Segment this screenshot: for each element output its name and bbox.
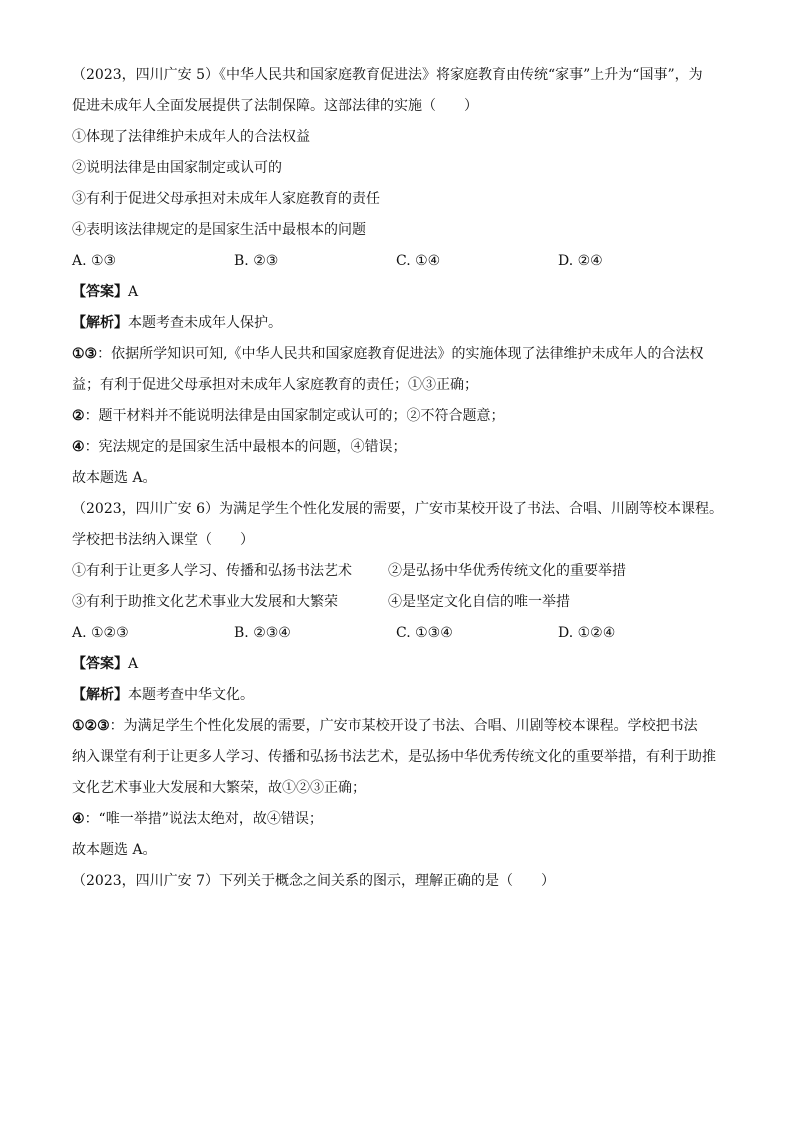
q2-analysis-line2: 纳入课堂有利于让更多人学习、传播和弘扬书法艺术，是弘扬中华优秀传统文化的重要举措，有利于助推 — [72, 749, 716, 765]
q2-option-b: B. ②③④ — [234, 625, 291, 641]
q1-analysis-intro-text: 本题考查未成年人保护。 — [128, 315, 282, 331]
q2-statement-1: ①有利于让更多人学习、传播和弘扬书法艺术 — [72, 563, 352, 579]
q2-statement-row2 — [72, 587, 732, 618]
q1-statement-2: ②说明法律是由国家制定或认可的 — [72, 160, 282, 176]
q2-statement-row1 — [72, 556, 732, 587]
q1-answer-value: A — [128, 284, 139, 300]
q1-analysis-text: ：依据所学知识可知,《中华人民共和国家庭教育促进法》的实施体现了法律维护未成年人的合法权 — [97, 346, 704, 362]
q2-analysis-text: ：为满足学生个性化发展的需要，广安市某校开设了书法、合唱、川剧等校本课程。学校把书法 — [109, 718, 698, 734]
q1-analysis-text: 益；有利于促进父母承担对未成年人家庭教育的责任；①③正确； — [72, 377, 478, 393]
q2-option-c: C. ①③④ — [396, 625, 453, 641]
q2-statement-4: ④是坚定文化自信的唯一举措 — [388, 594, 570, 610]
q1-statement-3: ③有利于促进父母承担对未成年人家庭教育的责任 — [72, 191, 380, 207]
q1-analysis-mark: ①③ — [72, 346, 98, 362]
q2-statement-3: ③有利于助推文化艺术事业大发展和大繁荣 — [72, 594, 338, 610]
q1-analysis-intro — [72, 308, 732, 339]
q2-analysis-line3: 文化艺术事业大发展和大繁荣，故①②③正确； — [72, 780, 366, 796]
q1-stem-line2: 促进未成年人全面发展提供了法制保障。这部法律的实施（ ） — [72, 98, 478, 114]
q1-statement-4: ④表明该法律规定的是国家生活中最根本的问题 — [72, 222, 366, 238]
q2-option-d: D. ①②④ — [558, 625, 616, 641]
q2-conclusion: 故本题选 A。 — [72, 842, 157, 858]
q1-option-a: A. ①③ — [72, 253, 117, 269]
q1-analysis-text: ：宪法规定的是国家生活中最根本的问题，④错误； — [84, 439, 407, 455]
q2-statement-2: ②是弘扬中华优秀传统文化的重要举措 — [388, 563, 626, 579]
q2-analysis-intro-text: 本题考查中华文化。 — [128, 687, 254, 703]
q2-answer-label: 【答案】 — [72, 656, 128, 672]
q1-analysis-line1 — [72, 339, 732, 370]
q2-analysis-line4 — [72, 804, 732, 835]
q2-stem-line2: 学校把书法纳入课堂（ ） — [72, 532, 254, 548]
q2-analysis-intro — [72, 680, 732, 711]
q1-analysis-line2 — [72, 370, 732, 401]
q1-analysis-mark: ② — [72, 408, 85, 424]
q1-option-c: C. ①④ — [396, 253, 441, 269]
q1-analysis-line4 — [72, 432, 732, 463]
q1-option-d: D. ②④ — [558, 253, 603, 269]
q2-analysis-mark: ④ — [72, 811, 85, 827]
q2-option-a: A. ①②③ — [72, 625, 129, 641]
q2-analysis-label: 【解析】 — [72, 687, 128, 703]
q1-answer — [72, 277, 732, 308]
q1-analysis-mark: ④ — [72, 439, 85, 455]
q1-answer-label: 【答案】 — [72, 284, 128, 300]
q2-answer-value: A — [128, 656, 139, 672]
q1-options — [72, 246, 732, 277]
q1-conclusion: 故本题选 A。 — [72, 470, 157, 486]
document-page — [72, 60, 732, 897]
q1-statement-1: ①体现了法律维护未成年人的合法权益 — [72, 129, 310, 145]
q1-analysis-text: ：题干材料并不能说明法律是由国家制定或认可的；②不符合题意； — [84, 408, 505, 424]
q1-analysis-line3 — [72, 401, 732, 432]
q2-answer — [72, 649, 732, 680]
q2-stem-line1: （2023，四川广安 6）为满足学生个性化发展的需要，广安市某校开设了书法、合唱、川剧等校本课程。 — [72, 501, 723, 517]
q2-analysis-mark: ①②③ — [72, 718, 110, 734]
q2-analysis-line1 — [72, 711, 732, 742]
q3-stem-line1: （2023，四川广安 7）下列关于概念之间关系的图示，理解正确的是（ ） — [72, 873, 555, 889]
q2-options — [72, 618, 732, 649]
q1-option-b: B. ②③ — [234, 253, 279, 269]
q2-analysis-text: ：“唯一举措”说法太绝对，故④错误； — [84, 811, 323, 827]
q1-stem-line1: （2023，四川广安 5）《中华人民共和国家庭教育促进法》将家庭教育由传统“家事”上升为“国事”，为 — [72, 67, 703, 83]
q1-analysis-label: 【解析】 — [72, 315, 128, 331]
